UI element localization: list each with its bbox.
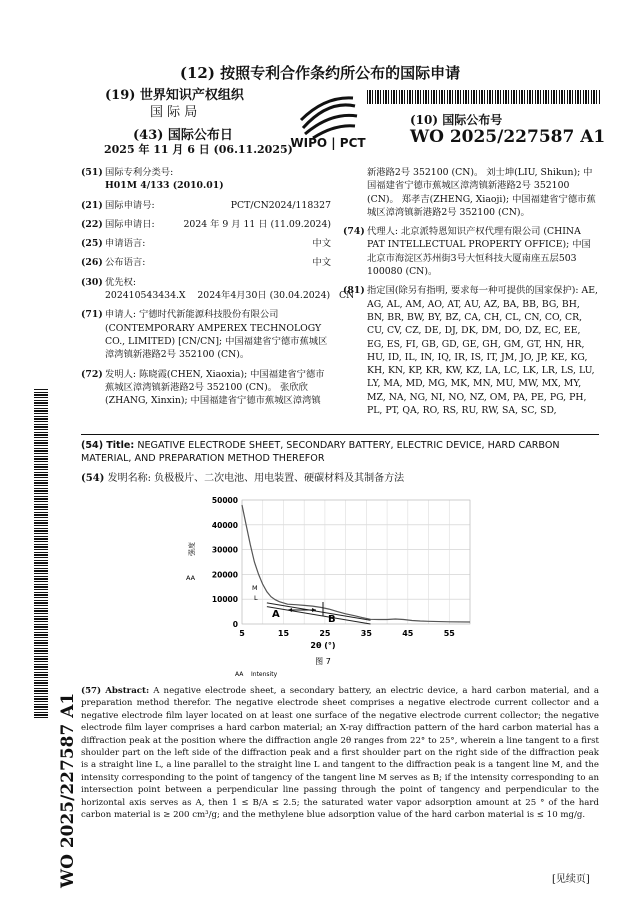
field-value: 中文 (312, 257, 331, 269)
x-axis-label: 2θ (°) (310, 641, 336, 650)
publication-number-label: (10) 国际公布号 (410, 113, 503, 127)
y-axis-unit: AA (186, 574, 196, 582)
section-divider (81, 434, 599, 435)
field-value: 北京派特恩知识产权代理有限公司 (CHINA PAT INTELLECTUAL PROPERTY OFFICE); 中国北京市海淀区苏州街3号大恒科技大厦南座五层503 100080 (CN)。 (367, 226, 591, 278)
continuation-note: [见续页] (552, 874, 590, 885)
y-axis-label: 强度 (188, 542, 196, 556)
publication-barcode (367, 90, 601, 104)
publication-number: WO 2025/227587 A1 (410, 127, 606, 147)
field-applicant (81, 308, 331, 361)
label-a: A (272, 609, 280, 620)
field-inventors-continued (343, 166, 599, 219)
field-number: (21) (81, 199, 103, 211)
y-tick-label: 20000 (211, 570, 238, 580)
y-tick-label: 10000 (211, 595, 238, 605)
side-barcode (34, 388, 48, 718)
field-value: 202410543434.X 2024年4月30日 (30.04.2024) CN (105, 290, 355, 302)
field-value: 宁德时代新能源科技股份有限公司 (CONTEMPORARY AMPEREX TECHNOLOGY CO., LIMITED) [CN/CN]; 中国福建省宁德市蕉城区漳湾镇新港路2号 352100 (CN)。 (105, 309, 328, 361)
field-number: (51) (81, 167, 103, 178)
tangent-line-m (267, 603, 371, 620)
label-b: B (328, 614, 336, 625)
label-m: M (252, 584, 258, 592)
field-label: 公布语言: (105, 257, 146, 269)
wipo-logo (283, 90, 373, 152)
field-filing-date (81, 218, 331, 231)
field-label: 国际申请日: (105, 218, 155, 230)
field-publication-language (81, 256, 331, 269)
field-number (343, 166, 367, 219)
field-label: 指定国(除另有指明, 要求每一种可提供的国家保护): (367, 285, 579, 297)
field-value: 陈晓霞(CHEN, Xiaoxia); 中国福建省宁德市蕉城区漳湾镇新港路2号 352100 (CN)。 张欣欣 (ZHANG, Xinxin); 中国福建省宁德市蕉城区漳湾镇 (105, 368, 325, 407)
field-agent (343, 225, 599, 278)
abstract-label: Abstract: (105, 686, 150, 696)
arrow-head-icon (288, 608, 292, 612)
x-tick-label: 35 (360, 629, 372, 638)
y-tick-label: 50000 (211, 496, 238, 505)
field-value: 新港路2号 352100 (CN)。 刘士坤(LIU, Shikun); 中国福建省宁德市蕉城区漳湾镇新港路2号 352100 (CN)。 郑孝吉(ZHENG, Xiaoji); 中国福建省宁德市蕉城区漳湾镇新港路2号 352100 (CN)。 (367, 167, 596, 218)
figure-legend: AA Intensity (235, 671, 278, 678)
invention-title-zh (81, 469, 599, 484)
field-label: 申请人: (105, 309, 137, 321)
field-label: 代理人: (367, 226, 399, 238)
field-label: 国际申请号: (105, 199, 155, 211)
x-tick-label: 25 (319, 629, 331, 638)
side-publication-number: WO 2025/227587 A1 (58, 692, 78, 888)
title-number: (54) (81, 440, 104, 451)
abstract (81, 685, 599, 821)
publication-date-label: (43) 国际公布日 (133, 128, 233, 143)
field-number: (74) (343, 226, 365, 238)
bureau-name: 国 际 局 (150, 105, 198, 120)
field-number: (22) (81, 218, 103, 230)
publication-date: 2025 年 11 月 6 日 (06.11.2025) (104, 143, 293, 156)
invention-title-en (81, 440, 599, 465)
field-number: (25) (81, 238, 103, 250)
field-label: 申请语言: (105, 238, 146, 250)
field-ipc (81, 166, 331, 193)
title-text: NEGATIVE ELECTRODE SHEET, SECONDARY BATTERY, ELECTRIC DEVICE, HARD CARBON MATERIAL, AND PREPARATION METHOD THEREFOR (81, 440, 560, 464)
abstract-text: A negative electrode sheet, a secondary battery, an electric device, a hard carbon material, and a preparation method therefor. The negative electrode sheet comprises a negative electrode current collector and a negative electrode film layer located on at least one surface of the negative electrode current collector; the negative electrode film layer comprises a hard carbon material; an X-ray diffraction pattern of the hard carbon material has a diffraction peak at the position where the diffraction angle 2θ ranges from 22° to 25°, wherein a line tangent to a first shoulder part on the left side of the diffraction peak and a first shoulder part on the right side of the diffraction peak is a straight line L, a line parallel to the straight line L and tangent to the diffraction peak is a tangent line M, and the intensity corresponding to the point of tangency of the tangent line M serves as B; if the intensity corresponding to an intersection point between a perpendicular line passing through the point of tangency and perpendicular to the horizontal axis serves as A, then 1 ≤ B/A ≤ 2.5; the saturated water vapor adsorption amount at 25 ° of the hard carbon material is ≥ 200 cm³/g; and the methylene blue adsorption value of the hard carbon material is ≤ 10 mg/g. (81, 686, 599, 821)
field-value: H01M 4/133 (2010.01) (105, 180, 224, 192)
field-number: (81) (343, 285, 365, 297)
organization-name: (19) 世界知识产权组织 (105, 88, 244, 103)
y-tick-label: 30000 (211, 545, 238, 555)
field-number: (26) (81, 257, 103, 269)
abstract-number: (57) (81, 686, 102, 696)
title-text: 负极极片、二次电池、用电装置、硬碳材料及其制备方法 (154, 473, 405, 484)
document-title: (12) 按照专利合作条约所公布的国际申请 (179, 64, 461, 82)
x-tick-label: 55 (443, 629, 455, 638)
wipo-logo-text: WIPO | PCT (290, 136, 366, 150)
field-value: 中文 (312, 238, 331, 250)
field-application-number (81, 199, 331, 212)
field-label: 国际专利分类号: (105, 167, 174, 178)
field-designated-states (343, 284, 599, 417)
x-tick-label: 45 (402, 629, 414, 638)
field-number: (71) (81, 309, 103, 321)
field-label: 优先权: (105, 276, 137, 288)
field-inventors (81, 368, 331, 408)
y-tick-label: 0 (232, 620, 238, 629)
figure-caption: 图 7 (315, 657, 331, 666)
field-filing-language (81, 237, 331, 250)
field-value: PCT/CN2024/118327 (230, 199, 331, 211)
plot-frame (242, 500, 470, 624)
title-label: Title: (106, 440, 135, 451)
field-value: 2024 年 9 月 11 日 (11.09.2024) (183, 218, 331, 230)
x-tick-label: 15 (277, 629, 290, 638)
y-tick-label: 40000 (211, 520, 238, 530)
title-number: (54) (81, 473, 105, 484)
label-l: L (254, 594, 258, 602)
field-value: AE, AG, AL, AM, AO, AT, AU, AZ, BA, BB, BG, BH, BN, BR, BW, BY, BZ, CA, CH, CL, CN, CO, CR, CU, CV, CZ, DE, DJ, DK, DM, DO, DZ, EC, EE, EG, ES, FI, GB, GD, GE, GH, GM, GT, HN, HR, HU, ID, IL, IN, IQ, IR, IS, IT, JM, JO, JP, KE, KG, KH, KN, KP, KR, KW, KZ, LA, LC, LK, LR, LS, LU, LY, MA, MD, MG, MK, MN, MU, MW, MX, MY, MZ, NA, NG, NI, NO, NZ, OM, PA, PE, PG, PH, PL, PT, QA, RO, RS, RU, RW, SA, SC, SD, (367, 285, 598, 417)
title-label: 发明名称: (107, 473, 151, 484)
field-number: (30) (81, 276, 103, 288)
x-tick-label: 5 (239, 629, 245, 638)
right-bibliographic-column (343, 166, 599, 421)
field-number: (72) (81, 368, 103, 380)
figure-7 (180, 490, 480, 680)
xrd-chart (180, 490, 480, 680)
field-label: 发明人: (105, 368, 137, 380)
